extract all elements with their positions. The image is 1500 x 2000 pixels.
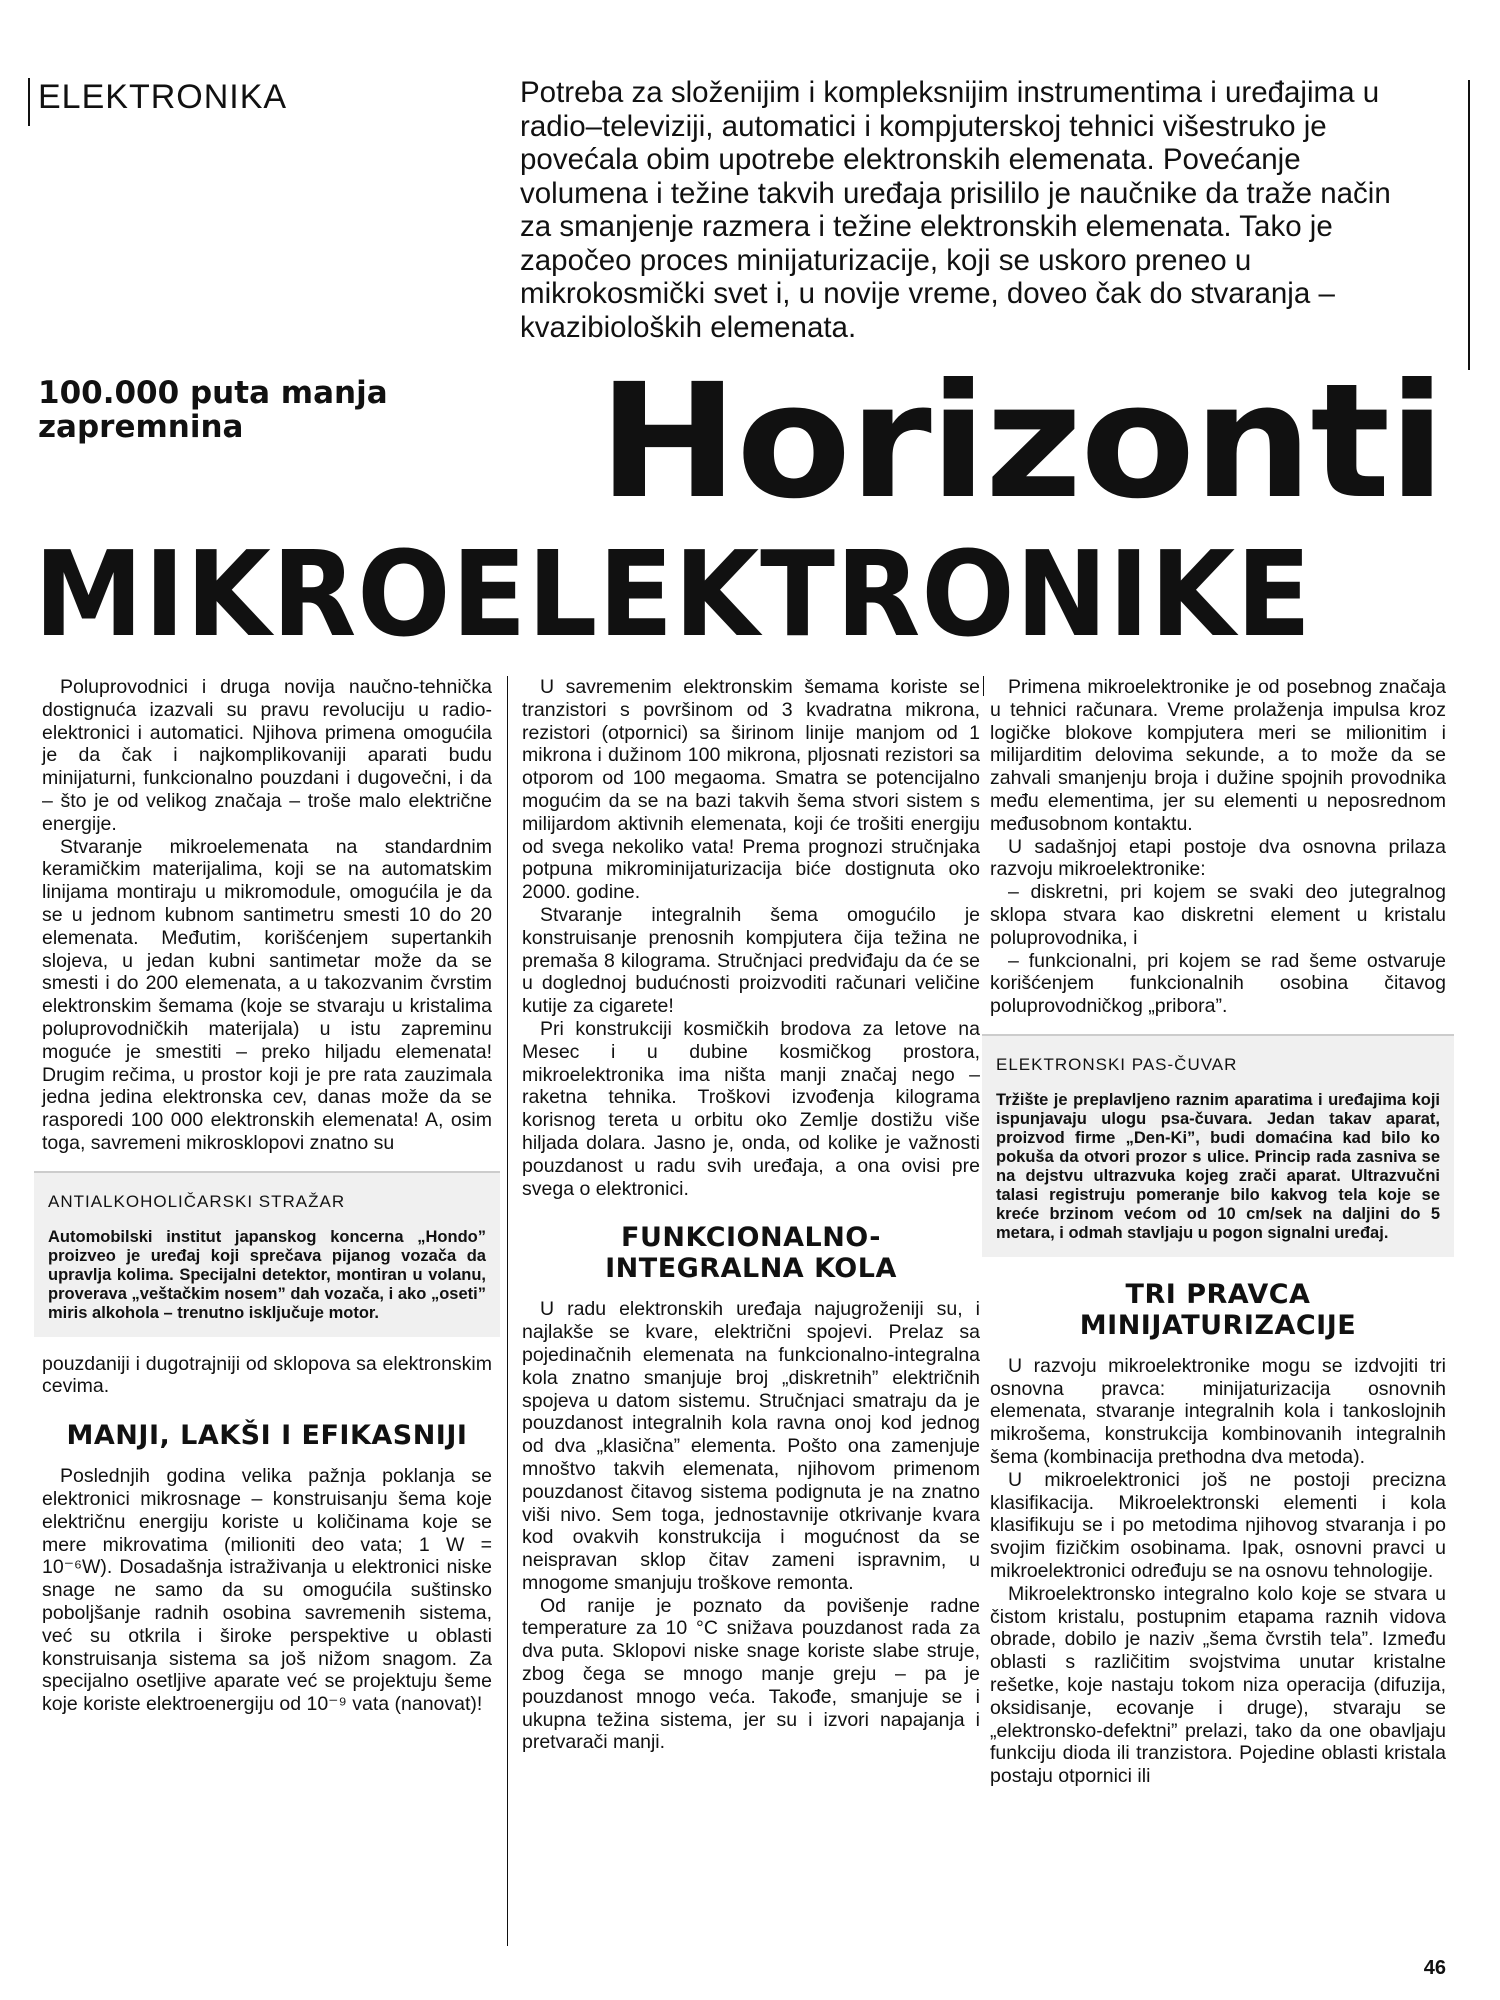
subheading: MANJI, LAKŠI I EFIKASNIJI [66,1420,468,1452]
paragraph: Stvaranje integralnih šema omogućilo je konstruisanje prenosnih kompjutera čija težina ne premaša 8 kilograma. Stručnjaci predviđaju da će se u doglednoj budućnosti proizvoditi računari veličine kutije za cigarete! [522,903,980,1018]
subheading: FUNKCIONALNO-INTEGRALNA KOLA [605,1222,897,1285]
paragraph: U mikroelektronici još ne postoji precizna klasifikacija. Mikroelektronski elementi i kola klasifikuju se i po metodima njihovog stvaranja i po svojim fizičkim osobinama. Ipak, osnovni pravci u mikroelektronici određuju se na osnovu tehnologije. [990,1468,1446,1582]
column-rule-2 [983,676,984,696]
headline-line-2: MIKROELEKTRONIKE [34,525,1312,663]
sidebar-box-alcohol [34,1171,500,1337]
lead-subheading: 100.000 puta manja zapremnina [38,375,388,445]
column-2 [522,676,980,1754]
paragraph: Pri konstrukciji kosmičkih brodova za letove na Mesec i u dubine kosmičkog prostora, mikroelektronika ima ništa manji značaj nego – raketna tehnika. Troškovi izvođenja kilograma korisnog tereta u orbitu oko Zemlje dostižu više hiljada dolara. Jasno je, onda, od kolike je važnosti pouzdanost u radu svih uređaja, a ona ovisi pre svega o elektronici. [522,1017,980,1200]
left-margin-rule [28,78,30,126]
sidebar-box-guard-dog [982,1034,1454,1257]
headline-line-1: Horizonti [598,350,1444,534]
column-1 [42,676,492,1716]
sidebar-box-text: Tržište je preplavljeno raznim aparatima i uređajima koji ispunjavaju ulogu psa-čuvara. Jedan takav aparat, proizvod firme „Den-Ki”, budi domaćina kad bilo ko pokuša da otvori prozor s ulice. Princip rada zasniva se na dejstvu ultrazvuka kojeg zrači aparat. Ultrazvučni talasi registruju pomeranje bilo kakvog tela koje se kreće brzinom većom od 10 cm/sek na daljini do 5 metara, i odmah stavljaju u pogon signalni uređaj. [996,1090,1440,1242]
paragraph: Mikroelektronsko integralno kolo koje se stvara u čistom kristalu, postupnim etapama raznih vidova obrade, dobilo je naziv „šema čvrstih tela”. Između oblasti s različitim svojstvima unutar kristalne rešetke, koje nastaju tokom niza operacija (difuzija, oksidisanje, ecovanje i druge), stvaraju se „elektronsko-defektni” prelazi, tako da one obavljaju funkciju dioda ili tranzistora. Pojedine oblasti kristala postaju otpornici ili [990,1582,1446,1788]
subheading: TRI PRAVCA MINIJATURIZACIJE [1079,1278,1357,1341]
paragraph: Stvaranje mikroelemenata na standardnim keramičkim materijalima, koji se na automatskim linijama montiraju u mikromodule, omogućila je da se u jednom kubnom santimetru smesti 10 do 20 elemenata. Međutim, korišćenjem supertankih slojeva, u jedan kubni santimetar može da se smesti i do 200 elemenata, a u takozvanim čvrstim elektronskim šemama (koje se stvaraju u kristalima poluprovodničkih materijala) u istu zapreminu moguće je smestiti – preko hiljadu elemenata! Drugim rečima, u prostor koji je pre rata zauzimala jedna jedina elektronska cev, danas može da se rasporedi 100 000 elektronskih elemenata! A, osim toga, savremeni mikrosklopovi znatno su [42,835,492,1154]
page-number: 46 [1423,1957,1446,1979]
section-label: ELEKTRONIKA [38,78,288,116]
column-rule-1 [507,676,508,1946]
paragraph: pouzdaniji i dugotrajniji od sklopova sa elektronskim cevima. [42,1352,492,1398]
sidebar-box-text: Automobilski institut japanskog koncerna „Hondo” proizveo je uređaj koji sprečava pijanog vozača da upravlja kolima. Specijalni detektor, montiran u volanu, proverava „veštačkim nosem” dah vozača, i ako „oseti” miris alkohola – trenutno isključuje motor. [48,1227,486,1322]
intro-text: Potreba za složenijim i kompleksnijim instrumentima i uređajima u radio–televiziji, automatici i kompjuterskoj tehnici višestruko je povećala obim upotrebe elektronskih elemenata. Povećanje volumena i težine takvih uređaja prisililo je naučnike da traže način za smanjenje razmera i težine elektronskih elemenata. Tako je započeo proces minijaturizacije, koji se uskoro preneo u mikrokosmički svet i, u novije vreme, doveo čak do stvaranja – kvazibioloških elemenata. [520,76,1391,344]
intro-lead [520,76,1420,344]
sidebar-box-title: ELEKTRONSKI PAS-ČUVAR [996,1054,1238,1074]
paragraph: – funkcionalni, pri kojem se rad šeme ostvaruje korišćenjem funkcionalnih osobina čitavog poluprovodničkog „pribora”. [990,949,1446,1018]
paragraph: U radu elektronskih uređaja najugroženiji su, i najlakše se kvare, električni spojevi. Prelaz sa pojedinačnih elemenata na funkcionalno-integralna kola znatno smanjuje broj „diskretnih” električnih spojeva u datom sistemu. Stručnjaci smatraju da je pouzdanost integralnih kola ravna onoj kod jednog od dva „klasična” elementa. Pošto ona zamenjuje mnoštvo takvih elemenata, njihovom primenom pouzdanost čitavog sistema podignuta je na znatno viši nivo. Sem toga, jednostavnije otkrivanje kvara kod ovakvih konstrukcija i mogućnost da se neispravan sklop čitav zameni ispravnim, u mnogome smanjuju troškove remonta. [522,1298,980,1594]
continuation-block [42,1353,492,1399]
paragraph: Od ranije je poznato da povišenje radne temperature za 10 °C snižava pouzdanost rada za dva puta. Sklopovi niske snage koriste slabe struje, zbog čega se mnogo manje greju – pa je pouzdanost mnogo veća. Takođe, smanjuje se i ukupna težina sistema, jer su i izvori napajanja i pretvarači manji. [522,1594,980,1754]
right-margin-rule [1468,80,1470,370]
paragraph: Primena mikroelektronike je od posebnog značaja u tehnici računara. Vreme prolaženja impulsa kroz logičke blokove kompjutera meri se milionitim i milijarditim delovima sekunde, a to može da se zahvali smanjenju broja i dužine spojnih provodnika među elementima, jer su elementi u neposrednom međusobnom kontaktu. [990,676,1446,835]
sidebar-box-title: ANTIALKOHOLIČARSKI STRAŽAR [48,1191,346,1211]
column-3 [990,676,1446,1788]
paragraph: – diskretni, pri kojem se svaki deo jutegralnog sklopa stvara kao diskretni element u kristalu poluprovodnika, i [990,881,1446,949]
paragraph: U savremenim elektronskim šemama koriste se tranzistori s površinom od 3 kvadratna mikrona, rezistori (otpornici) sa širinom linije manjom od 1 mikrona i dužinom 100 mikrona, pljosnati rezistori sa otporom od 100 megaoma. Smatra se potencijalno mogućim da se na bazi takvih šema stvori sistem s milijardom aktivnih elemenata, koji će trošiti energiju od svega nekoliko vata! Prema prognozi stručnjaka potpuna mikrominijaturizacija biće dostignuta oko 2000. godine. [522,676,980,904]
paragraph: U razvoju mikroelektronike mogu se izdvojiti tri osnovna pravca: minijaturizacija osnovnih elemenata, stvaranje integralnih kola i tankoslojnih mikrošema, konstrukcija kombinovanih integralnih šema (kombinacija prethodna dva metoda). [990,1354,1446,1468]
paragraph: Poslednjih godina velika pažnja poklanja se elektronici mikrosnage – konstruisanju šema koje električnu energiju koriste u količinama koje se mere mikrovatima (milioniti deo vata; 1 W = 10⁻⁶W). Dosadašnja istraživanja u elektronici niske snage ne samo da su omogućila suštinsko poboljšanje radnih osobina savremenih sistema, već su otkrila i široke perspektive u oblasti konstruisanja sistema sa još nižom snagom. Za specijalno osetljive aparate već se projektuju šeme koje koriste elektroenergiju od 10⁻⁹ vata (nanovat)! [42,1465,492,1716]
paragraph: U sadašnjoj etapi postoje dva osnovna prilaza razvoju mikroelektronike: [990,835,1446,881]
paragraph: Poluprovodnici i druga novija naučno-tehnička dostignuća izazvali su pravu revoluciju u radio-elektronici i automatici. Njihova primena omogućila je da čak i najkomplikovaniji aparati budu minijaturni, funkcionalno pouzdani i dugovečni, i da – što je od velikog značaja – troše malo električne energije. [42,676,492,835]
